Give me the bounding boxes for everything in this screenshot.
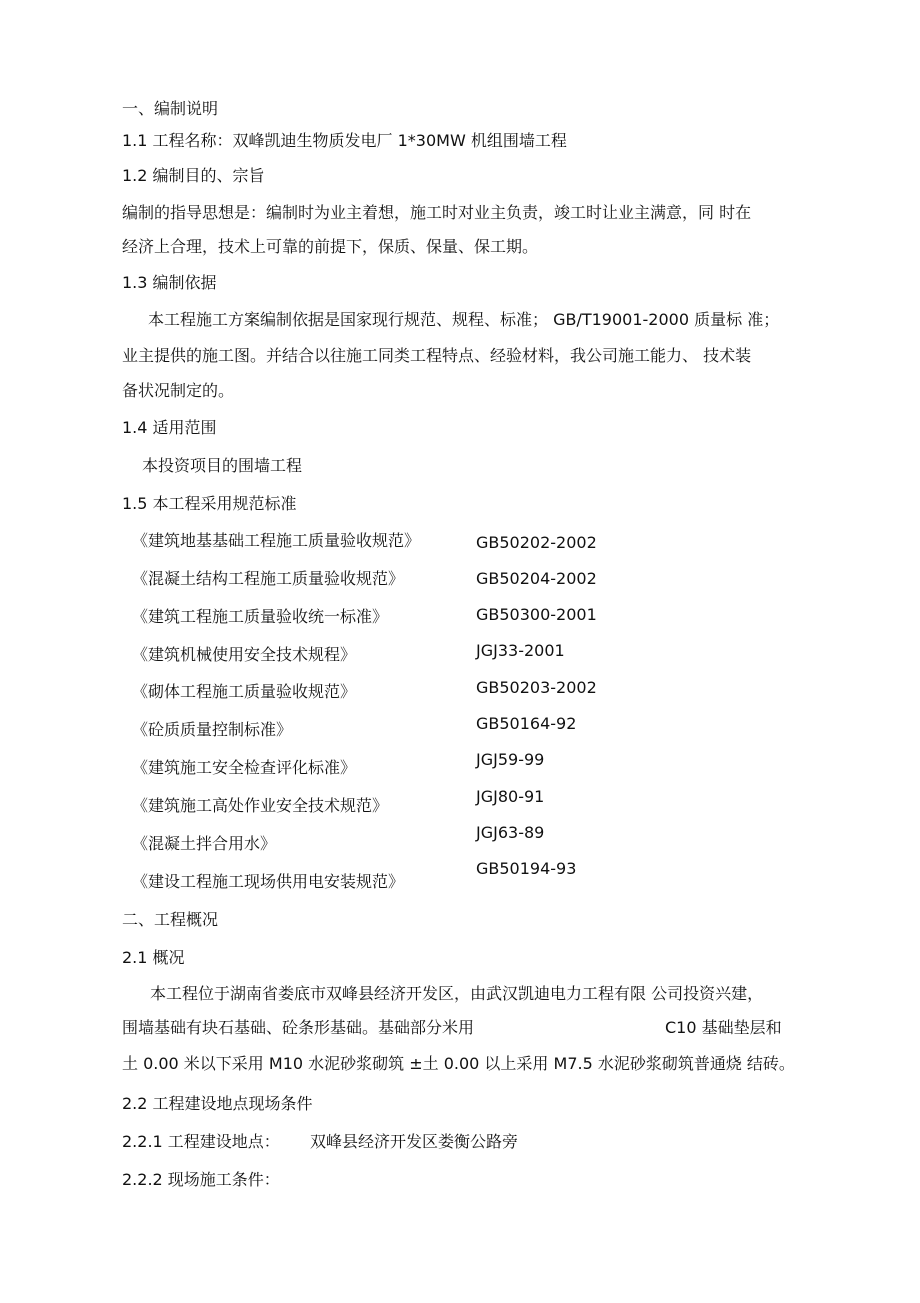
- subheading-2-2: 2.2 工程建设地点现场条件: [122, 1094, 313, 1113]
- standard-name: 《砼质质量控制标准》: [132, 720, 293, 739]
- basis-paragraph-line-1: 本工程施工方案编制依据是国家现行规范、规程、标准； GB/T19001-2000 质量标 准；: [148, 310, 780, 329]
- standard-name: 《混凝土拌合用水》: [132, 834, 277, 853]
- standard-name: 《砌体工程施工质量验收规范》: [132, 682, 357, 701]
- section-heading-2: 二、工程概况: [122, 910, 219, 929]
- scope-paragraph: 本投资项目的围墙工程: [142, 456, 303, 475]
- standard-code: GB50202-2002: [476, 533, 597, 552]
- standard-code: GB50194-93: [476, 859, 577, 878]
- standard-name: 《混凝土结构工程施工质量验收规范》: [132, 569, 405, 588]
- overview-paragraph-line-2a: 围墙基础有块石基础、砼条形基础。基础部分米用: [122, 1018, 475, 1037]
- site-location-value: 双峰县经济开发区娄衡公路旁: [310, 1132, 519, 1151]
- site-location-label: 2.2.1 工程建设地点：: [122, 1132, 280, 1151]
- standard-code: GB50203-2002: [476, 678, 597, 697]
- subheading-1-5: 1.5 本工程采用规范标准: [122, 494, 297, 513]
- standard-name: 《建筑地基基础工程施工质量验收规范》: [132, 531, 421, 550]
- subheading-2-1: 2.1 概况: [122, 948, 185, 967]
- basis-paragraph-line-2: 业主提供的施工图。并结合以往施工同类工程特点、经验材料，我公司施工能力、 技术装: [122, 346, 752, 365]
- standard-code: JGJ33-2001: [476, 641, 565, 660]
- standard-code: JGJ63-89: [476, 823, 545, 842]
- overview-paragraph-line-1: 本工程位于湖南省娄底市双峰县经济开发区，由武汉凯迪电力工程有限 公司投资兴建，: [150, 984, 764, 1003]
- basis-paragraph-line-3: 备状况制定的。: [122, 381, 235, 400]
- standard-code: GB50164-92: [476, 714, 577, 733]
- overview-paragraph-line-2b: C10 基础垫层和: [665, 1018, 782, 1037]
- section-heading-1: 一、编制说明: [122, 99, 219, 118]
- standard-code: JGJ80-91: [476, 787, 545, 806]
- standard-name: 《建筑机械使用安全技术规程》: [132, 645, 357, 664]
- standard-name: 《建筑施工安全检查评化标准》: [132, 758, 357, 777]
- standard-name: 《建设工程施工现场供用电安装规范》: [132, 872, 405, 891]
- purpose-paragraph-line-2: 经济上合理，技术上可靠的前提下，保质、保量、保工期。: [122, 237, 539, 256]
- standard-name: 《建筑施工高处作业安全技术规范》: [132, 796, 389, 815]
- subheading-1-3: 1.3 编制依据: [122, 273, 217, 292]
- subheading-1-2: 1.2 编制目的、宗旨: [122, 166, 265, 185]
- purpose-paragraph-line-1: 编制的指导思想是：编制时为业主着想，施工时对业主负责，竣工时让业主满意，同 时在: [122, 203, 752, 222]
- project-name-line: 1.1 工程名称：双峰凯迪生物质发电厂 1*30MW 机组围墙工程: [122, 131, 567, 150]
- standard-code: GB50300-2001: [476, 605, 597, 624]
- overview-paragraph-line-3: 土 0.00 米以下采用 M10 水泥砂浆砌筑 ±土 0.00 以上采用 M7.5 水泥砂浆砌筑普通烧 结砖。: [122, 1054, 795, 1073]
- standard-code: JGJ59-99: [476, 750, 545, 769]
- site-conditions-label: 2.2.2 现场施工条件：: [122, 1170, 280, 1189]
- standard-name: 《建筑工程施工质量验收统一标准》: [132, 607, 389, 626]
- standard-code: GB50204-2002: [476, 569, 597, 588]
- subheading-1-4: 1.4 适用范围: [122, 418, 217, 437]
